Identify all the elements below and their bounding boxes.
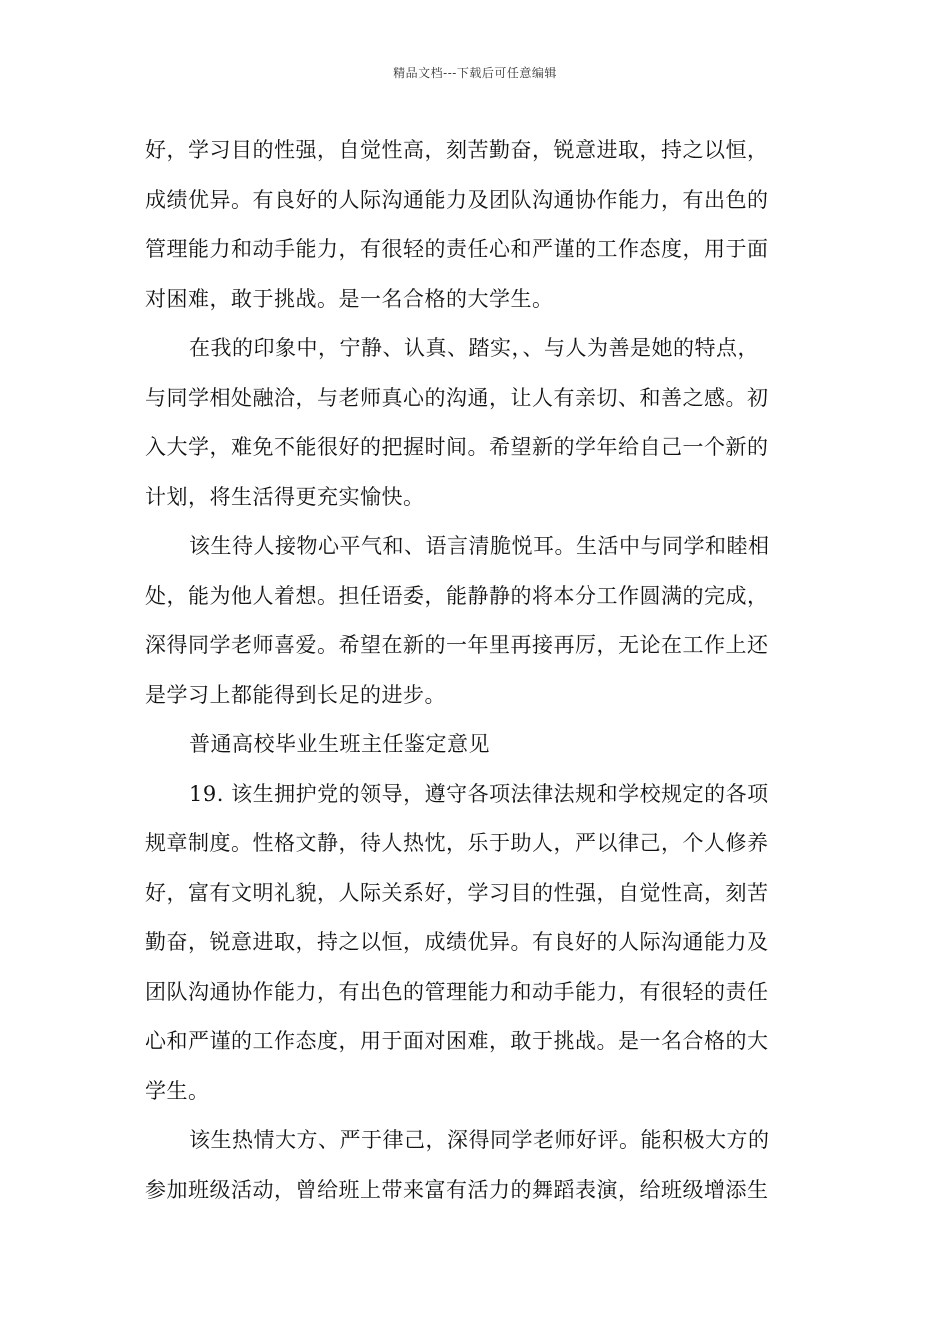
text-line: 心和严谨的工作态度，用于面对困难，敢于挑战。是一名合格的大: [145, 1029, 769, 1053]
text-line: 对困难，敢于挑战。是一名合格的大学生。: [145, 286, 554, 311]
text-line: 深得同学老师喜爱。希望在新的一年里再接再厉，无论在工作上还: [145, 633, 769, 657]
text-line: 处，能为他人着想。担任语委，能静静的将本分工作圆满的完成，: [145, 583, 769, 608]
paragraph-first-line: 19. 该生拥护党的领导，遵守各项法律法规和学校规定的各项: [189, 781, 769, 806]
text-line: 入大学，难免不能很好的把握时间。希望新的学年给自己一个新的: [145, 435, 769, 459]
text-line: 与同学相处融洽，与老师真心的沟通，让人有亲切、和善之感。初: [145, 385, 769, 410]
paragraph-first-line: 该生待人接物心平气和、语言清脆悦耳。生活中与同学和睦相: [189, 534, 770, 558]
section-heading: 普通高校毕业生班主任鉴定意见: [189, 732, 490, 756]
text-line: 好，富有文明礼貌，人际关系好，学习目的性强，自觉性高，刻苦: [145, 880, 769, 905]
text-line: 学生。: [145, 1078, 210, 1103]
text-line: 勤奋，锐意进取，持之以恒，成绩优异。有良好的人际沟通能力及: [145, 930, 769, 954]
document-body: [145, 126, 807, 1215]
text-line: 好，学习目的性强，自觉性高，刻苦勤奋，锐意进取，持之以恒，: [145, 138, 769, 162]
text-line: 团队沟通协作能力，有出色的管理能力和动手能力，有很轻的责任: [145, 979, 769, 1004]
text-line: 管理能力和动手能力，有很轻的责任心和严谨的工作态度，用于面: [145, 237, 769, 261]
text-line: 成绩优异。有良好的人际沟通能力及团队沟通协作能力，有出色的: [145, 187, 769, 212]
paragraph-first-line: 在我的印象中，宁静、认真、踏实，、与人为善是她的特点，: [189, 336, 759, 360]
page-header: 精品文档---下载后可任意编辑: [393, 66, 557, 80]
text-line: 计划，将生活得更充实愉快。: [145, 484, 425, 509]
text-line: 是学习上都能得到长足的进步。: [145, 682, 446, 707]
paragraph-first-line: 该生热情大方、严于律己，深得同学老师好评。能积极大方的: [189, 1128, 770, 1152]
text-line: 参加班级活动，曾给班上带来富有活力的舞蹈表演，给班级增添生: [145, 1177, 769, 1202]
text-line: 规章制度。性格文静，待人热忱，乐于助人，严以律己，个人修养: [145, 831, 769, 855]
